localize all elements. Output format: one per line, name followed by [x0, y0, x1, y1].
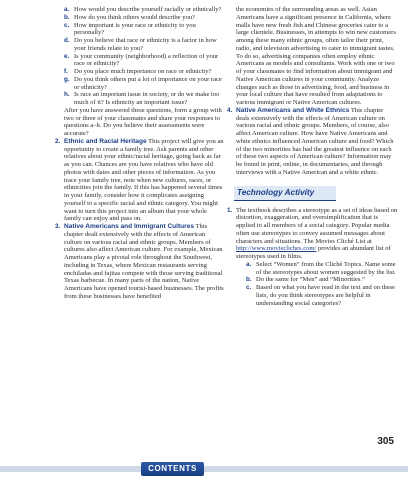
after-questions-paragraph: After you have answered these questions, form a group with two or three of your classmates and share your responses to questions a–h. Do you believe their assessments were accurate? — [64, 106, 222, 137]
right-column — [227, 6, 398, 307]
item-label: f. — [64, 68, 68, 75]
item-text: How would you describe yourself racially or ethnically? — [74, 6, 222, 13]
item-label: b. — [64, 13, 70, 21]
activity-item-4 — [227, 106, 398, 177]
item-label: b. — [246, 276, 252, 284]
item-label: c. — [246, 284, 252, 291]
item-text: How do you think others would describe you? — [74, 13, 195, 21]
movie-cliches-link[interactable]: http://www.moviecliches.com/ — [236, 245, 317, 253]
item-label: a. — [246, 260, 252, 268]
question-item — [64, 22, 224, 38]
activity-item-3-continued: the economies of the surrounding areas as well. Asian Americans have a significant presence in California, where malls have new fresh fish and Chinese groceries cater to a large clientele. Businesses, in attempts to win new customers among these many ethnic groups, often tailor their print, radio, and television advertising to cater to immigrant tastes. To do so, advertising companies often employ ethnic Americans as models and consultants. Work with one or two of your classmates to find information about immigrant and Native American cultures in your community. Analyze changes such as those in advertising, food, and business in your local culture that have resulted from adaptations to various immigrant or Native American cultures. — [236, 6, 396, 106]
question-item — [64, 37, 224, 53]
item-text: Select “Women” from the Cliché Topics. Name some of the stereotypes about women suggested by the list. — [256, 260, 396, 276]
item-text: Is your community (neighborhood) a reflection of your race or ethnicity? — [74, 52, 219, 68]
activity-title: Ethnic and Racial Heritage — [64, 137, 147, 145]
item-label: e. — [64, 52, 70, 60]
technology-subitem — [246, 261, 398, 277]
item-number: 2. — [55, 137, 61, 145]
item-label: g. — [64, 75, 70, 83]
item-label: a. — [64, 6, 70, 13]
activity-title: Native Americans and White Ethnics — [236, 106, 350, 114]
page-number: 305 — [377, 436, 394, 447]
item-text: Do you believe that race or ethnicity is a factor in how your friends relate to you? — [74, 37, 217, 52]
item-text: Do the same for “Men” and “Minorities.” — [256, 276, 365, 284]
technology-activity-heading: Technology Activity — [234, 186, 336, 201]
technology-subitem — [246, 284, 398, 307]
item-number: 4. — [227, 106, 233, 114]
item-text: Is race an important issue in society, or do we make too much of it? Is ethnicity an important issue? — [74, 91, 220, 106]
technology-item-1 — [227, 206, 398, 261]
activity-title: Native Americans and Immigrant Cultures — [64, 223, 195, 230]
question-item — [64, 76, 224, 92]
technology-subitems — [236, 261, 398, 308]
question-item — [64, 91, 224, 107]
technology-subitem — [246, 276, 398, 284]
contents-button[interactable]: CONTENTS — [141, 462, 204, 476]
item-label: h. — [64, 91, 70, 99]
item-number: 1. — [227, 206, 233, 214]
question-item — [64, 68, 224, 76]
technology-text: The textbook describes a stereotype as a set of ideas based on distortion, exaggeration, and oversimplification that is applied to all members of a social category. Popular media often use stereotypes to convey assumed messages about characters and situations. The Movies Cliché List at — [236, 206, 398, 245]
item-text: How important is your race or ethnicity to you personally? — [74, 21, 196, 37]
activity-item-2 — [55, 137, 224, 223]
activity-text: This chapter deals extensively with the effects of American culture on various racial and ethnic groups. Members, of course, also affect American culture. How have Native Americans and white ethnics influenced American culture and food? Which of the two minorities has had the greatest influence on each of these two aspects of American culture? Information may be found in print, online, in documentaries, and through interviews with a Native American and a white ethnic. — [236, 106, 394, 176]
activity-item-3 — [55, 223, 224, 301]
question-item — [64, 53, 224, 69]
item-label: c. — [64, 21, 70, 29]
question-item — [64, 6, 224, 14]
question-list — [64, 6, 224, 107]
contents-bar — [0, 466, 408, 472]
item-text: Do you think others put a lot of importance on your race or ethnicity? — [74, 75, 222, 91]
item-text: Do you place much importance on race or ethnicity? — [74, 68, 212, 75]
question-item — [64, 14, 224, 22]
item-text: Based on what you have read in the text and on these lists, do you think stereotypes are helpful in understanding social categories? — [256, 284, 396, 307]
item-label: d. — [64, 37, 70, 44]
technology-text-continued: provides an abundant list of stereotypes used in films. — [236, 245, 391, 260]
activity-text: This chapter dealt extensively with the effects of American culture on various racial and ethnic groups. Members of cultures also affect American culture. For example, Mexican Americans play a pivotal role throughout the Southwest, including in Texas, where Mexican restaurants serving enchiladas and fajitas compete with those serving traditional Texas barbecue. In many parts of the nation, Native Americans have opened tourist-based businesses. The profits from these businesses have benefited — [64, 223, 224, 300]
item-number: 3. — [55, 223, 61, 230]
left-column — [55, 6, 224, 301]
activity-text: This project will give you an opportunity to create a family tree. Ask parents and other relatives about your ethnic/racial heritage, going back as far as you can. Chances are you have relatives who have old photos with dates and other pieces of information. As you trace your family tree, note when new cultures, races, or ethnicities join the family. If this has happened several times in your family, consider how it complicates assigning yourself to a specific racial and ethnic category. You might want to turn this project into an album that your whole family can enjoy and pass on. — [64, 137, 224, 223]
